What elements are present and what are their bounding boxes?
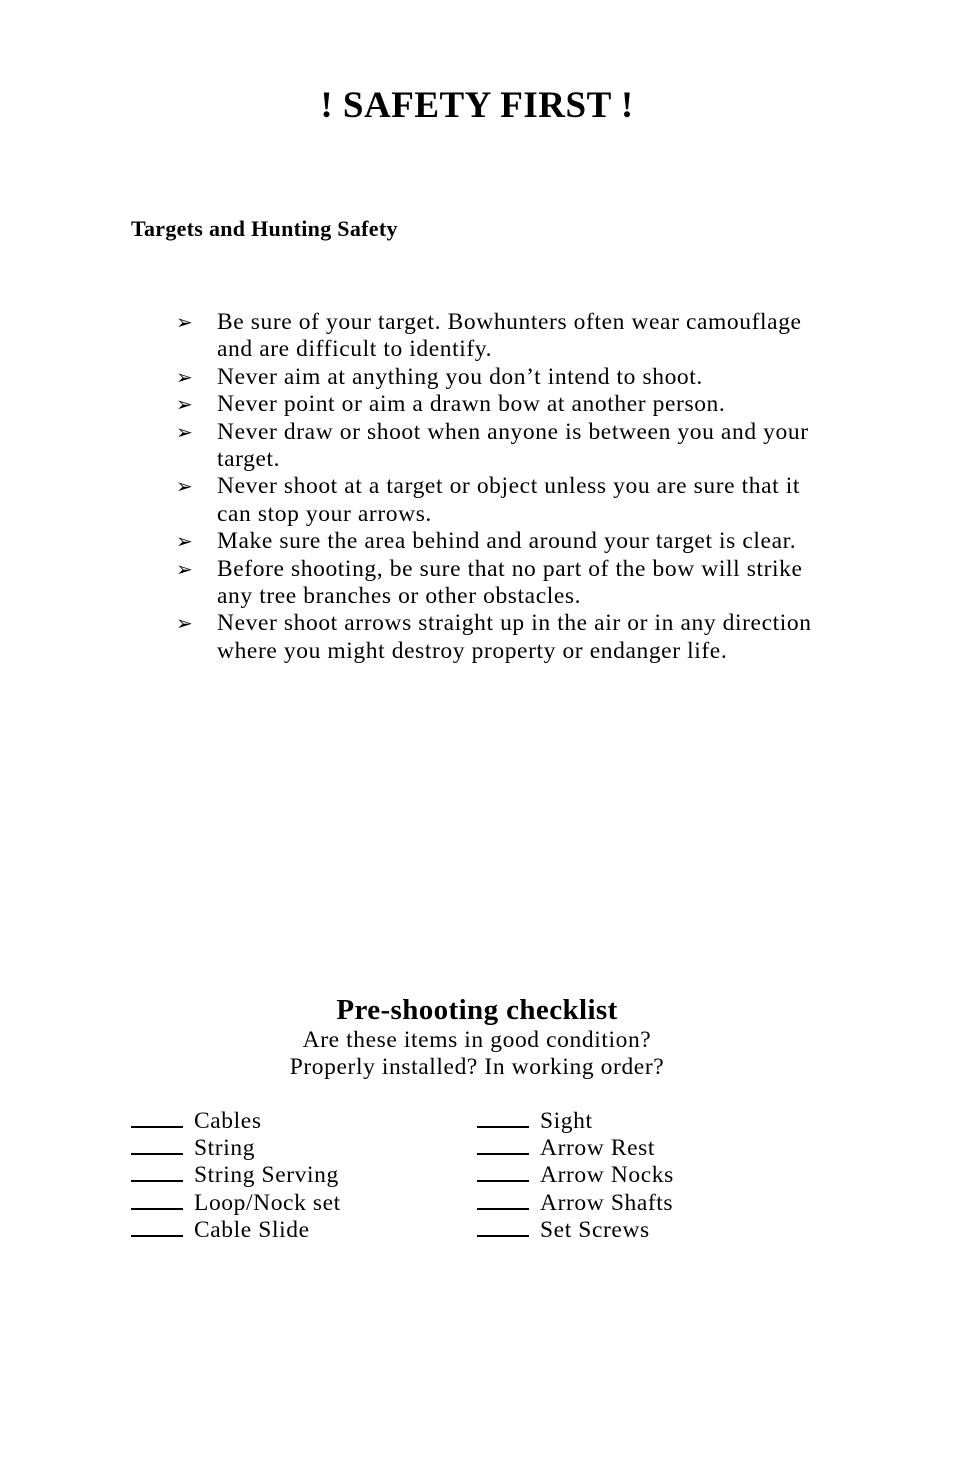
arrowhead-bullet-icon: ➢	[176, 611, 194, 636]
safety-rule-text: Never aim at anything you don’t intend to shoot.	[217, 363, 703, 390]
checkoff-blank-line	[131, 1162, 183, 1182]
safety-rule-text: Never shoot at a target or object unless you are sure that it can stop your arrows.	[217, 473, 801, 527]
safety-rule-item	[176, 391, 836, 418]
checklist-item	[477, 1135, 807, 1162]
safety-rule-item	[176, 610, 836, 665]
checkoff-blank-line	[477, 1217, 529, 1237]
checkoff-blank-line	[477, 1135, 529, 1155]
checklist-item-label: Sight	[540, 1108, 593, 1134]
checkoff-blank-line	[477, 1162, 529, 1182]
safety-rule-text: Never shoot arrows straight up in the air or in any direction where you might destroy property or endanger life.	[217, 610, 812, 664]
safety-rule-item	[176, 528, 836, 555]
arrowhead-bullet-icon: ➢	[176, 529, 194, 554]
safety-rule-text: Never point or aim a drawn bow at another person.	[217, 391, 726, 418]
arrowhead-bullet-icon: ➢	[176, 364, 194, 389]
checklist-title: Pre-shooting checklist	[336, 994, 618, 1026]
safety-rule-item	[176, 309, 836, 364]
checklist-item	[477, 1190, 807, 1217]
checklist-item-label: Set Screws	[540, 1216, 650, 1243]
checklist-question-line-2: Properly installed? In working order?	[289, 1054, 665, 1080]
checklist-item-label: Arrow Nocks	[540, 1162, 674, 1189]
safety-rule-text: Before shooting, be sure that no part of the bow will strike any tree branches or other obstacles.	[217, 555, 803, 610]
checklist-left-column	[131, 1108, 461, 1244]
checklist-item-label: Loop/Nock set	[194, 1189, 341, 1216]
arrowhead-bullet-icon: ➢	[176, 474, 194, 499]
checklist-item-label: Arrow Rest	[540, 1135, 655, 1162]
checkoff-blank-line	[131, 1108, 183, 1128]
checklist-question-line-1: Are these items in good condition?	[302, 1027, 652, 1053]
checklist-item	[131, 1217, 461, 1244]
checkoff-blank-line	[477, 1190, 529, 1210]
checklist-item	[131, 1108, 461, 1135]
checklist-item	[131, 1135, 461, 1162]
checklist-item	[131, 1190, 461, 1217]
safety-rule-text: Never draw or shoot when anyone is between you and your target.	[217, 418, 809, 473]
checklist-item	[131, 1162, 461, 1189]
checklist-item-label: String Serving	[194, 1162, 339, 1189]
checklist-item-label: Cable Slide	[194, 1216, 310, 1243]
checkoff-blank-line	[131, 1135, 183, 1155]
checkoff-blank-line	[477, 1108, 529, 1128]
checkoff-blank-line	[131, 1190, 183, 1210]
checklist-item-label: Cables	[194, 1108, 262, 1134]
arrowhead-bullet-icon: ➢	[176, 310, 194, 334]
checklist-item-label: String	[194, 1135, 256, 1162]
arrowhead-bullet-icon: ➢	[176, 419, 194, 444]
safety-rule-text: Make sure the area behind and around your target is clear.	[217, 528, 797, 555]
safety-rules-list	[176, 309, 836, 665]
arrowhead-bullet-icon: ➢	[176, 556, 194, 581]
checklist-item	[477, 1217, 807, 1244]
section-heading-targets-safety: Targets and Hunting Safety	[131, 216, 398, 241]
page-title: ! SAFETY FIRST !	[320, 85, 634, 126]
safety-rule-item	[176, 364, 836, 391]
safety-rule-text: Be sure of your target. Bowhunters often wear camouflage and are difficult to identify.	[217, 309, 802, 363]
checkoff-blank-line	[131, 1217, 183, 1237]
checklist-item	[477, 1162, 807, 1189]
checklist-item-label: Arrow Shafts	[540, 1189, 674, 1216]
arrowhead-bullet-icon: ➢	[176, 392, 194, 417]
checklist-right-column	[477, 1108, 807, 1244]
safety-rule-item	[176, 419, 836, 474]
safety-rule-item	[176, 473, 836, 528]
checklist-item	[477, 1108, 807, 1135]
safety-rule-item	[176, 556, 836, 611]
